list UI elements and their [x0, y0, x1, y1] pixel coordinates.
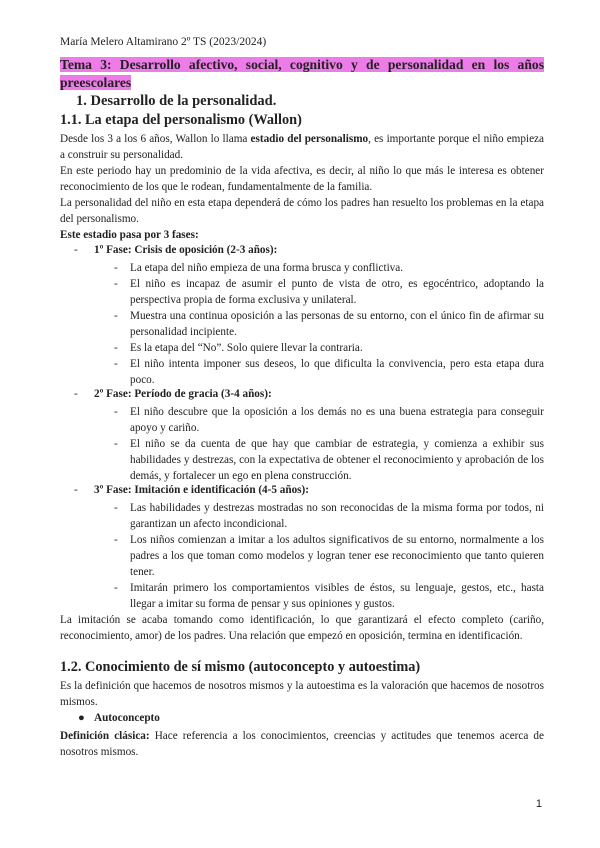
list-item: - La etapa del niño empieza de una forma brusca y conflictiva. [114, 260, 544, 276]
list-item: - El niño intenta imponer sus deseos, lo que dificulta la convivencia, pero esta etapa dura poco. [114, 356, 544, 388]
paragraph-affective: En este periodo hay un predominio de la vida afectiva, es decir, al niño lo que más le interesa es obtener reconocimiento de los que le rodean, fundamentalmente de la familia. [60, 165, 544, 193]
list-item: - Las habilidades y destrezas mostradas no son reconocidas de la misma forma por todos, ni garantizan un afecto incondicional. [114, 500, 544, 532]
phase-dash: - [74, 244, 78, 256]
body-block-1 [60, 131, 544, 243]
section-heading: 1. Desarrollo de la personalidad. [76, 93, 277, 109]
page-header: María Melero Altamirano 2º TS (2023/2024) [60, 36, 267, 48]
paragraph-identification: La imitación se acaba tomando como identificación, lo que garantizará el efecto completo (cariño, reconocimiento, amor) de los padres. Una relación que empezó en oposición, termina en identificación. [60, 614, 544, 642]
document-title [60, 56, 544, 91]
phase-3-title: 3º Fase: Imitación e identificación (4-5 años): [94, 484, 309, 496]
bullet-icon: ● [78, 712, 85, 724]
phase-1-title: 1º Fase: Crisis de oposición (2-3 años): [94, 244, 278, 256]
paragraph-definition [60, 728, 544, 760]
phase-dash: - [74, 388, 78, 400]
subsection-heading-1-1: 1.1. La etapa del personalismo (Wallon) [60, 112, 302, 128]
paragraph-phases-intro: Este estadio pasa por 3 fases: [60, 229, 199, 241]
list-item: - Imitarán primero los comportamientos visibles de éstos, su lenguaje, gestos, etc., hasta llegar a imitar su forma de pensar y sus opiniones y gustos. [114, 580, 544, 612]
text-run: Hace referencia a los conocimientos, creencias y actitudes que tenemos acerca de nosotros mismos. [60, 730, 544, 758]
text-run: Desde los 3 a los 6 años, Wallon lo llama [60, 133, 251, 145]
phase-1-list [114, 260, 544, 388]
paragraph-intro [60, 131, 544, 163]
list-item: - Es la etapa del “No”. Solo quiere llevar la contraria. [114, 340, 544, 356]
list-item: - El niño es incapaz de asumir el punto de vista de otro, es egocéntrico, adoptando la perspectiva propia de forma exclusiva y unilateral. [114, 276, 544, 308]
body-block-3 [60, 678, 544, 710]
bullet-autoconcepto: Autoconcepto [94, 712, 160, 724]
bold-term: Definición clásica: [60, 730, 150, 742]
bold-term: estadio del personalismo [250, 133, 369, 145]
body-block-2 [60, 612, 544, 644]
title-highlight: Tema 3: Desarrollo afectivo, social, cognitivo y de personalidad en los años preescolares [60, 57, 544, 90]
phase-2-title: 2º Fase: Período de gracia (3-4 años): [94, 388, 272, 400]
text-run: , es importante porque el niño empieza a construir su personalidad. [60, 133, 544, 161]
list-item: - El niño descubre que la oposición a los demás no es una buena estrategia para conseguir apoyo y cariño. [114, 404, 544, 436]
page-number: 1 [535, 798, 542, 810]
phase-2-list [114, 404, 544, 484]
list-item: - Muestra una continua oposición a las personas de su entorno, con el único fin de afirmar su personalidad incipiente. [114, 308, 544, 340]
list-item: - Los niños comienzan a imitar a los adultos significativos de su entorno, normalmente a los padres a los que toman como modelos y logran tener ese reconocimiento que tanto quieren tener. [114, 532, 544, 580]
paragraph-self-definition: Es la definición que hacemos de nosotros mismos y la autoestima es la valoración que hacemos de nosotros mismos. [60, 680, 544, 708]
phase-dash: - [74, 484, 78, 496]
phase-3-list [114, 500, 544, 612]
body-block-4 [60, 728, 544, 760]
paragraph-personality: La personalidad del niño en esta etapa dependerá de cómo los padres han resuelto los problemas en la etapa del personalismo. [60, 197, 544, 225]
list-item: - El niño se da cuenta de que hay que cambiar de estrategia, y comienza a exhibir sus habilidades y destrezas, con la expectativa de obtener el reconocimiento y aprobación de los demás, y fortalecer un ego en plena construcción. [114, 436, 544, 484]
subsection-heading-1-2: 1.2. Conocimiento de sí mismo (autoconcepto y autoestima) [60, 659, 421, 675]
